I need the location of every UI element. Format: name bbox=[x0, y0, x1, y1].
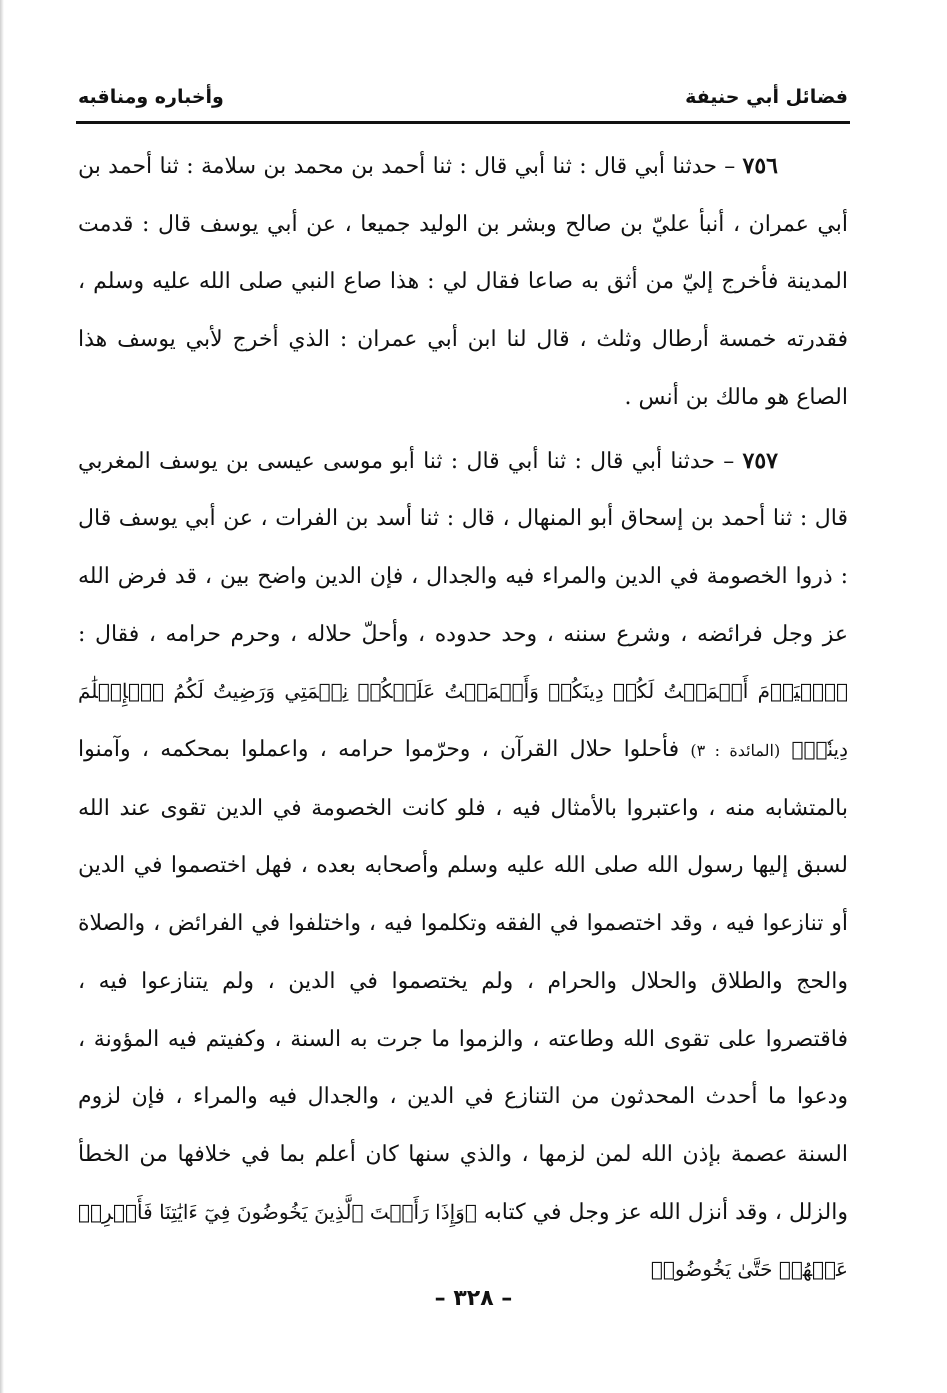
book-title: فضائل أبي حنيفة bbox=[685, 86, 848, 108]
page-number: – ٣٢٨ – bbox=[434, 1286, 513, 1311]
section-title: وأخباره ومناقبه bbox=[78, 86, 224, 108]
quran-reference: (المائدة : ٣) bbox=[690, 741, 781, 761]
running-header bbox=[78, 84, 848, 120]
quran-quote: ﴿وَإِذَا رَأَيۡتَ ٱلَّذِينَ يَخُوضُونَ فِيٓ ءَايَٰتِنَا فَأَعۡرِضۡ عَنۡهُمۡ حَتَّىٰ يَخُوضُوا۟ bbox=[78, 1199, 848, 1282]
hadith-text-part-2: فأحلوا حلال القرآن ، وحرّموا حرامه ، واعملوا بمحكمه ، وآمنوا بالمتشابه منه ، واعتبروا بالأمثال فيه ، فلو كانت الخصومة في الدين تقوى عند الله لسبق إليها رسول الله صلى الله عليه وسلم وأصحابه بعده ، فهل اختصموا في الدين أو تنازعوا فيه ، وقد اختصموا في الفقه وتكلموا فيه ، واختلفوا في الفرائض ، والصلاة والحج والطلاق والحلال والحرام ، ولم يختصموا في الدين ، ولم يتنازعوا فيه ، فاقتصروا على تقوى الله وطاعته ، والزموا ما جرت به السنة ، وكفيتم فيه المؤونة ، ودعوا ما أحدث المحدثون من التنازع في الدين ، والجدال فيه والمراء ، فإن لزوم السنة عصمة بإذن الله لمن لزمها ، والذي سنها كان أعلم بما في خلافها من الخطأ والزلل ، وقد أنزل الله عز وجل في كتابه bbox=[78, 737, 848, 1225]
hadith-number: ٧٥٦ bbox=[742, 153, 778, 179]
hadith-number: ٧٥٧ bbox=[742, 447, 778, 474]
hadith-text-part-1: – حدثنا أبي قال : ثنا أبي قال : ثنا أبو موسى عيسى بن يوسف المغربي قال : ثنا أحمد بن إسحاق أبو المنهال ، قال : ثنا أسد بن الفرات ، عن أبي يوسف قال : ذروا الخصومة في الدين والمراء فيه والجدال ، فإن الدين واضح بين ، قد فرض الله عز وجل فرائضه ، وشرع سننه ، وحد حدوده ، وأحلّ حلاله ، وحرم حرامه ، فقال : bbox=[78, 448, 848, 647]
main-text bbox=[78, 138, 848, 1299]
scan-shadow-edge bbox=[0, 0, 4, 1393]
hadith-757 bbox=[78, 433, 848, 1300]
hadith-text: – حدثنا أبي قال : ثنا أبي قال : ثنا أحمد بن محمد بن سلامة : ثنا أحمد بن أبي عمران ، أنبأ عليّ بن صالح وبشر بن الوليد جميعا ، عن أبي يوسف قال : قدمت المدينة فأخرج إليّ من أثق به صاعا فقال لي : هذا صاع النبي صلى الله عليه وسلم ، فقدرته خمسة أرطال وثلث ، قال لنا ابن أبي عمران : الذي أخرج لأبي يوسف هذا الصاع هو مالك بن أنس . bbox=[78, 154, 848, 410]
quran-quote: ﴿ٱلۡيَوۡمَ أَكۡمَلۡتُ لَكُمۡ دِينَكُمۡ وَأَتۡمَمۡتُ عَلَيۡكُمۡ نِعۡمَتِي وَرَضِيتُ لَكُمُ ٱلۡإِسۡلَٰمَ دِينٗاۚ﴾ bbox=[78, 679, 849, 762]
hadith-756 bbox=[78, 138, 848, 427]
header-rule bbox=[76, 121, 850, 124]
